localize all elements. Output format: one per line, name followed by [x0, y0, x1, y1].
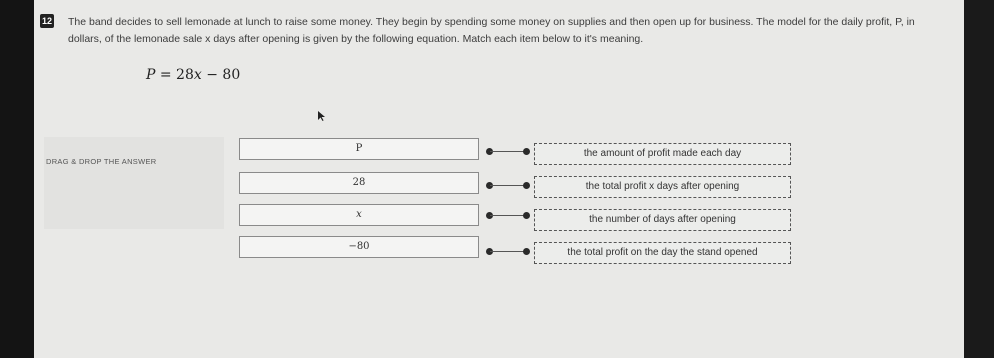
match-target-profit-opening-day[interactable]: the total profit on the day the stand opened	[534, 242, 791, 264]
connector-dot-right[interactable]	[523, 182, 530, 189]
question-page	[34, 0, 964, 358]
match-item-x[interactable]: x	[239, 204, 479, 226]
match-target-total-profit-x-days[interactable]: the total profit x days after opening	[534, 176, 791, 198]
connector-row-4[interactable]	[486, 248, 530, 256]
drag-drop-label: DRAG & DROP THE ANSWER	[46, 157, 157, 166]
connector-line	[490, 151, 526, 152]
connector-dot-right[interactable]	[523, 148, 530, 155]
connector-row-1[interactable]	[486, 148, 530, 156]
question-prompt: The band decides to sell lemonade at lunch to raise some money. They begin by spending some money on supplies and then open up for business. The model for the daily profit, P, in dollars, of the lemonade sale x days after opening is given by the following equation. Match each item below to it's meaning.	[68, 16, 915, 45]
match-item-28[interactable]: 28	[239, 172, 479, 194]
connector-line	[490, 215, 526, 216]
equation-rhs-suffix: − 80	[201, 67, 241, 83]
match-target-profit-per-day[interactable]: the amount of profit made each day	[534, 143, 791, 165]
connector-dot-right[interactable]	[523, 248, 530, 255]
connector-row-3[interactable]	[486, 212, 530, 220]
equation-rhs-prefix: = 28	[155, 67, 194, 83]
connector-row-2[interactable]	[486, 182, 530, 190]
right-frame	[964, 0, 994, 358]
connector-dot-right[interactable]	[523, 212, 530, 219]
connector-line	[490, 251, 526, 252]
equation-rhs-var: x	[193, 67, 202, 83]
question-number-badge: 12	[41, 16, 52, 26]
match-item-p[interactable]: P	[239, 138, 479, 160]
match-item-minus-80[interactable]: −80	[239, 236, 479, 258]
left-frame	[0, 0, 34, 358]
mouse-cursor-icon	[318, 111, 326, 121]
equation-lhs: P	[146, 67, 156, 83]
match-target-days-after-opening[interactable]: the number of days after opening	[534, 209, 791, 231]
drag-drop-area[interactable]	[44, 137, 224, 229]
connector-line	[490, 185, 526, 186]
equation	[146, 67, 240, 83]
